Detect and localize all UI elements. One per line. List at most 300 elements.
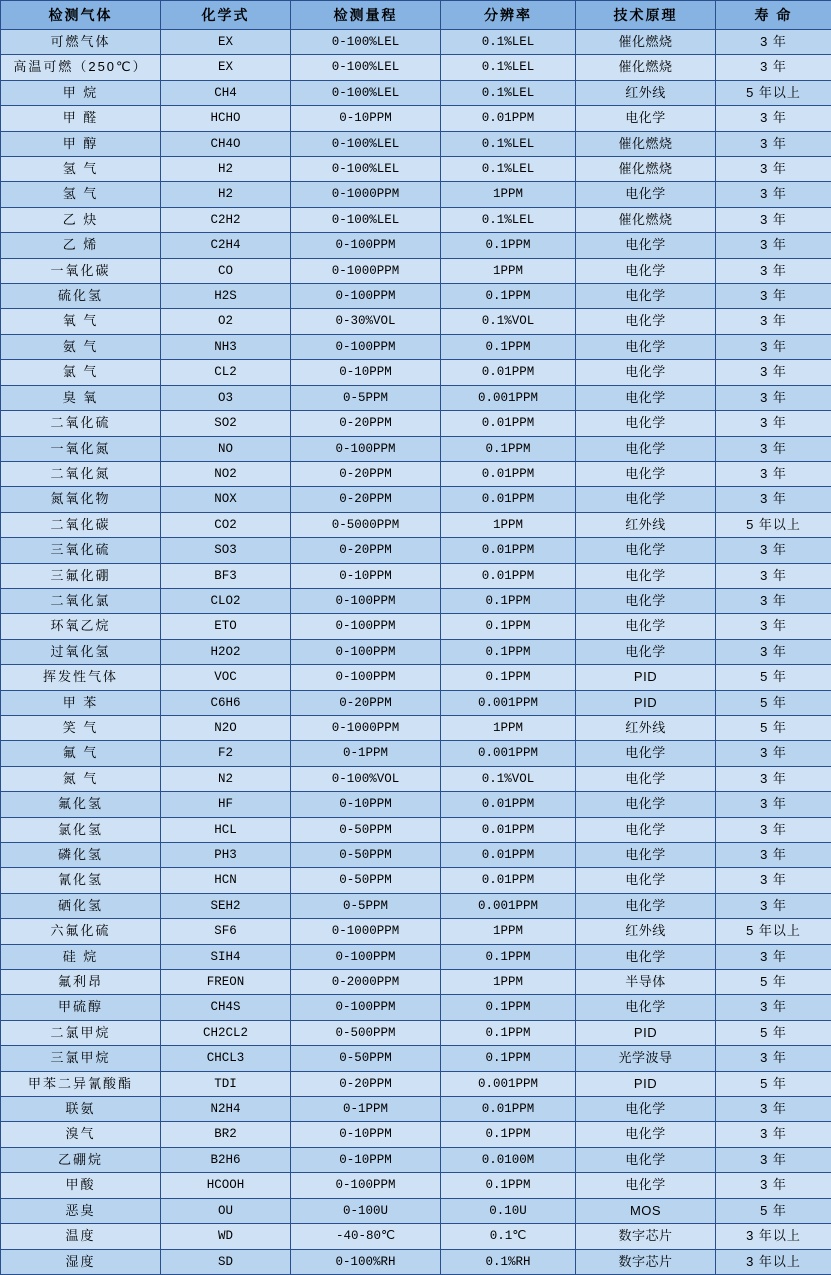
cell-gas-name: 氟 气: [1, 741, 161, 766]
cell-chemical-formula: C2H2: [161, 207, 291, 232]
cell-lifetime: 5 年: [716, 1071, 831, 1096]
table-header-row: [1, 1, 831, 30]
cell-chemical-formula: HCHO: [161, 106, 291, 131]
cell-resolution: 0.1%LEL: [441, 30, 576, 55]
cell-detection-range: 0-100PPM: [291, 284, 441, 309]
cell-resolution: 0.001PPM: [441, 385, 576, 410]
cell-technical-principle: 催化燃烧: [576, 30, 716, 55]
cell-resolution: 1PPM: [441, 970, 576, 995]
cell-gas-name: 二氧化氯: [1, 588, 161, 613]
cell-lifetime: 3 年: [716, 995, 831, 1020]
cell-technical-principle: 数字芯片: [576, 1249, 716, 1274]
table-row: [1, 817, 831, 842]
cell-gas-name: 笑 气: [1, 715, 161, 740]
cell-resolution: 0.001PPM: [441, 690, 576, 715]
table-row: [1, 309, 831, 334]
cell-lifetime: 3 年: [716, 436, 831, 461]
cell-chemical-formula: CHCL3: [161, 1046, 291, 1071]
cell-gas-name: 氮 气: [1, 766, 161, 791]
cell-technical-principle: MOS: [576, 1198, 716, 1223]
cell-detection-range: 0-30%VOL: [291, 309, 441, 334]
cell-technical-principle: 光学波导: [576, 1046, 716, 1071]
cell-resolution: 0.1%LEL: [441, 55, 576, 80]
table-row: [1, 792, 831, 817]
cell-resolution: 0.1℃: [441, 1224, 576, 1249]
cell-chemical-formula: H2S: [161, 284, 291, 309]
cell-detection-range: 0-20PPM: [291, 411, 441, 436]
cell-chemical-formula: B2H6: [161, 1147, 291, 1172]
cell-gas-name: 硒化氢: [1, 893, 161, 918]
cell-gas-name: 三氯甲烷: [1, 1046, 161, 1071]
cell-detection-range: 0-1000PPM: [291, 182, 441, 207]
cell-resolution: 0.1%VOL: [441, 766, 576, 791]
cell-resolution: 0.1PPM: [441, 944, 576, 969]
cell-technical-principle: 电化学: [576, 817, 716, 842]
cell-lifetime: 3 年: [716, 284, 831, 309]
cell-lifetime: 3 年: [716, 1122, 831, 1147]
cell-gas-name: 磷化氢: [1, 843, 161, 868]
cell-chemical-formula: CH4S: [161, 995, 291, 1020]
cell-gas-name: 甲 烷: [1, 80, 161, 105]
cell-detection-range: 0-5PPM: [291, 385, 441, 410]
table-row: [1, 741, 831, 766]
cell-chemical-formula: SO3: [161, 538, 291, 563]
cell-gas-name: 氟利昂: [1, 970, 161, 995]
cell-chemical-formula: HCOOH: [161, 1173, 291, 1198]
cell-gas-name: 甲 醛: [1, 106, 161, 131]
cell-lifetime: 3 年: [716, 131, 831, 156]
cell-resolution: 0.1%RH: [441, 1249, 576, 1274]
cell-lifetime: 3 年: [716, 55, 831, 80]
cell-lifetime: 3 年: [716, 741, 831, 766]
column-header-principle: 技术原理: [576, 1, 716, 30]
table-row: [1, 614, 831, 639]
cell-technical-principle: 电化学: [576, 385, 716, 410]
cell-technical-principle: 电化学: [576, 893, 716, 918]
cell-resolution: 0.1PPM: [441, 1173, 576, 1198]
cell-gas-name: 过氧化氢: [1, 639, 161, 664]
cell-detection-range: 0-100PPM: [291, 639, 441, 664]
cell-resolution: 0.1PPM: [441, 233, 576, 258]
table-body: [1, 30, 831, 1275]
cell-gas-name: 二氧化硫: [1, 411, 161, 436]
cell-lifetime: 3 年: [716, 182, 831, 207]
cell-technical-principle: 红外线: [576, 512, 716, 537]
cell-detection-range: 0-10PPM: [291, 1122, 441, 1147]
cell-detection-range: 0-100PPM: [291, 334, 441, 359]
cell-detection-range: 0-100%LEL: [291, 30, 441, 55]
table-row: [1, 1097, 831, 1122]
cell-gas-name: 可燃气体: [1, 30, 161, 55]
cell-detection-range: 0-5000PPM: [291, 512, 441, 537]
cell-resolution: 0.01PPM: [441, 461, 576, 486]
cell-lifetime: 5 年以上: [716, 512, 831, 537]
cell-detection-range: 0-20PPM: [291, 487, 441, 512]
cell-chemical-formula: CL2: [161, 360, 291, 385]
cell-gas-name: 氨 气: [1, 334, 161, 359]
cell-lifetime: 5 年: [716, 690, 831, 715]
cell-lifetime: 5 年: [716, 715, 831, 740]
cell-chemical-formula: BR2: [161, 1122, 291, 1147]
cell-detection-range: 0-100%LEL: [291, 207, 441, 232]
cell-chemical-formula: EX: [161, 30, 291, 55]
cell-lifetime: 5 年: [716, 1020, 831, 1045]
cell-resolution: 0.1%LEL: [441, 157, 576, 182]
cell-technical-principle: 电化学: [576, 944, 716, 969]
cell-lifetime: 3 年: [716, 1046, 831, 1071]
cell-detection-range: 0-100PPM: [291, 665, 441, 690]
table-row: [1, 1122, 831, 1147]
cell-lifetime: 3 年: [716, 258, 831, 283]
cell-gas-name: 挥发性气体: [1, 665, 161, 690]
cell-resolution: 0.01PPM: [441, 792, 576, 817]
cell-gas-name: 甲 苯: [1, 690, 161, 715]
cell-gas-name: 硅 烷: [1, 944, 161, 969]
cell-technical-principle: 电化学: [576, 461, 716, 486]
cell-chemical-formula: VOC: [161, 665, 291, 690]
cell-gas-name: 乙 炔: [1, 207, 161, 232]
cell-detection-range: 0-20PPM: [291, 1071, 441, 1096]
table-row: [1, 461, 831, 486]
cell-gas-name: 氟化氢: [1, 792, 161, 817]
cell-gas-name: 湿度: [1, 1249, 161, 1274]
cell-technical-principle: 电化学: [576, 411, 716, 436]
column-header-gas: 检测气体: [1, 1, 161, 30]
cell-detection-range: 0-1PPM: [291, 741, 441, 766]
cell-technical-principle: 电化学: [576, 1097, 716, 1122]
cell-detection-range: 0-50PPM: [291, 868, 441, 893]
cell-lifetime: 3 年: [716, 614, 831, 639]
cell-lifetime: 3 年: [716, 538, 831, 563]
table-row: [1, 334, 831, 359]
cell-detection-range: 0-100PPM: [291, 944, 441, 969]
cell-resolution: 0.01PPM: [441, 106, 576, 131]
cell-resolution: 0.1%LEL: [441, 131, 576, 156]
cell-lifetime: 3 年: [716, 792, 831, 817]
cell-lifetime: 3 年: [716, 1173, 831, 1198]
cell-resolution: 0.1PPM: [441, 436, 576, 461]
table-row: [1, 843, 831, 868]
cell-chemical-formula: F2: [161, 741, 291, 766]
cell-resolution: 0.1PPM: [441, 995, 576, 1020]
cell-detection-range: 0-100%LEL: [291, 131, 441, 156]
cell-resolution: 0.1PPM: [441, 639, 576, 664]
cell-gas-name: 甲酸: [1, 1173, 161, 1198]
cell-technical-principle: 电化学: [576, 233, 716, 258]
cell-detection-range: 0-1000PPM: [291, 715, 441, 740]
table-row: [1, 563, 831, 588]
table-row: [1, 385, 831, 410]
cell-lifetime: 5 年以上: [716, 80, 831, 105]
cell-lifetime: 3 年: [716, 588, 831, 613]
cell-technical-principle: 电化学: [576, 360, 716, 385]
cell-technical-principle: 电化学: [576, 588, 716, 613]
table-row: [1, 207, 831, 232]
cell-technical-principle: 电化学: [576, 309, 716, 334]
column-header-formula: 化学式: [161, 1, 291, 30]
cell-lifetime: 3 年: [716, 385, 831, 410]
table-row: [1, 233, 831, 258]
table-row: [1, 588, 831, 613]
table-row: [1, 436, 831, 461]
cell-lifetime: 3 年: [716, 207, 831, 232]
cell-lifetime: 5 年以上: [716, 919, 831, 944]
cell-lifetime: 3 年: [716, 30, 831, 55]
table-row: [1, 411, 831, 436]
cell-gas-name: 氢 气: [1, 182, 161, 207]
cell-lifetime: 3 年: [716, 766, 831, 791]
table-row: [1, 157, 831, 182]
cell-technical-principle: 电化学: [576, 487, 716, 512]
cell-resolution: 0.001PPM: [441, 1071, 576, 1096]
cell-lifetime: 3 年: [716, 1097, 831, 1122]
cell-lifetime: 3 年: [716, 411, 831, 436]
cell-technical-principle: 电化学: [576, 868, 716, 893]
cell-chemical-formula: N2O: [161, 715, 291, 740]
cell-lifetime: 3 年: [716, 106, 831, 131]
cell-technical-principle: 半导体: [576, 970, 716, 995]
cell-detection-range: 0-20PPM: [291, 538, 441, 563]
cell-lifetime: 3 年: [716, 487, 831, 512]
cell-gas-name: 氢 气: [1, 157, 161, 182]
cell-gas-name: 二氯甲烷: [1, 1020, 161, 1045]
table-row: [1, 512, 831, 537]
table-row: [1, 182, 831, 207]
cell-technical-principle: 电化学: [576, 436, 716, 461]
cell-detection-range: 0-2000PPM: [291, 970, 441, 995]
cell-technical-principle: PID: [576, 665, 716, 690]
cell-detection-range: 0-100%LEL: [291, 157, 441, 182]
table-row: [1, 868, 831, 893]
cell-chemical-formula: N2: [161, 766, 291, 791]
cell-gas-name: 甲 醇: [1, 131, 161, 156]
table-row: [1, 1020, 831, 1045]
table-row: [1, 1224, 831, 1249]
table-row: [1, 131, 831, 156]
cell-detection-range: 0-100PPM: [291, 995, 441, 1020]
cell-lifetime: 5 年: [716, 665, 831, 690]
cell-resolution: 0.1PPM: [441, 614, 576, 639]
cell-technical-principle: 电化学: [576, 106, 716, 131]
cell-technical-principle: 电化学: [576, 766, 716, 791]
cell-detection-range: 0-1PPM: [291, 1097, 441, 1122]
cell-detection-range: 0-20PPM: [291, 690, 441, 715]
cell-lifetime: 3 年: [716, 157, 831, 182]
cell-chemical-formula: O3: [161, 385, 291, 410]
column-header-lifetime: 寿 命: [716, 1, 831, 30]
cell-resolution: 0.001PPM: [441, 893, 576, 918]
cell-detection-range: 0-5PPM: [291, 893, 441, 918]
cell-lifetime: 3 年: [716, 868, 831, 893]
cell-lifetime: 3 年以上: [716, 1249, 831, 1274]
cell-chemical-formula: HF: [161, 792, 291, 817]
cell-resolution: 0.01PPM: [441, 1097, 576, 1122]
table-row: [1, 360, 831, 385]
table-row: [1, 1173, 831, 1198]
cell-detection-range: 0-100PPM: [291, 233, 441, 258]
cell-gas-name: 六氟化硫: [1, 919, 161, 944]
cell-technical-principle: 电化学: [576, 843, 716, 868]
cell-gas-name: 氯 气: [1, 360, 161, 385]
cell-lifetime: 3 年以上: [716, 1224, 831, 1249]
cell-gas-name: 一氧化氮: [1, 436, 161, 461]
cell-detection-range: 0-10PPM: [291, 792, 441, 817]
cell-detection-range: 0-100PPM: [291, 436, 441, 461]
cell-resolution: 0.01PPM: [441, 563, 576, 588]
table-row: [1, 995, 831, 1020]
cell-resolution: 0.1%VOL: [441, 309, 576, 334]
cell-chemical-formula: FREON: [161, 970, 291, 995]
cell-chemical-formula: CH4: [161, 80, 291, 105]
cell-detection-range: 0-20PPM: [291, 461, 441, 486]
cell-detection-range: 0-100U: [291, 1198, 441, 1223]
cell-technical-principle: 催化燃烧: [576, 131, 716, 156]
cell-lifetime: 3 年: [716, 563, 831, 588]
table-row: [1, 30, 831, 55]
cell-chemical-formula: NO: [161, 436, 291, 461]
table-row: [1, 715, 831, 740]
cell-technical-principle: 电化学: [576, 182, 716, 207]
cell-gas-name: 恶臭: [1, 1198, 161, 1223]
table-row: [1, 538, 831, 563]
cell-detection-range: 0-100%LEL: [291, 55, 441, 80]
column-header-range: 检测量程: [291, 1, 441, 30]
cell-technical-principle: 电化学: [576, 639, 716, 664]
cell-technical-principle: 电化学: [576, 563, 716, 588]
cell-detection-range: 0-100%RH: [291, 1249, 441, 1274]
cell-lifetime: 3 年: [716, 944, 831, 969]
cell-resolution: 0.10U: [441, 1198, 576, 1223]
table-row: [1, 665, 831, 690]
cell-technical-principle: 电化学: [576, 995, 716, 1020]
cell-detection-range: 0-100PPM: [291, 588, 441, 613]
cell-chemical-formula: ETO: [161, 614, 291, 639]
cell-chemical-formula: TDI: [161, 1071, 291, 1096]
table-row: [1, 284, 831, 309]
cell-lifetime: 3 年: [716, 817, 831, 842]
cell-resolution: 0.01PPM: [441, 843, 576, 868]
table-row: [1, 487, 831, 512]
cell-technical-principle: 催化燃烧: [576, 157, 716, 182]
cell-lifetime: 3 年: [716, 334, 831, 359]
cell-lifetime: 3 年: [716, 893, 831, 918]
cell-chemical-formula: HCN: [161, 868, 291, 893]
cell-chemical-formula: C6H6: [161, 690, 291, 715]
cell-lifetime: 3 年: [716, 360, 831, 385]
cell-gas-name: 环氧乙烷: [1, 614, 161, 639]
table-row: [1, 1249, 831, 1274]
cell-gas-name: 臭 氧: [1, 385, 161, 410]
cell-resolution: 0.1%LEL: [441, 207, 576, 232]
cell-technical-principle: 催化燃烧: [576, 207, 716, 232]
cell-chemical-formula: EX: [161, 55, 291, 80]
cell-chemical-formula: CO: [161, 258, 291, 283]
cell-gas-name: 乙硼烷: [1, 1147, 161, 1172]
cell-chemical-formula: WD: [161, 1224, 291, 1249]
cell-lifetime: 3 年: [716, 1147, 831, 1172]
cell-chemical-formula: CH4O: [161, 131, 291, 156]
cell-gas-name: 氮氧化物: [1, 487, 161, 512]
cell-detection-range: 0-1000PPM: [291, 919, 441, 944]
column-header-resolution: 分辨率: [441, 1, 576, 30]
cell-gas-name: 甲苯二异氰酸酯: [1, 1071, 161, 1096]
cell-chemical-formula: N2H4: [161, 1097, 291, 1122]
cell-technical-principle: 电化学: [576, 792, 716, 817]
cell-chemical-formula: O2: [161, 309, 291, 334]
cell-gas-name: 联氨: [1, 1097, 161, 1122]
cell-detection-range: 0-10PPM: [291, 106, 441, 131]
cell-detection-range: 0-10PPM: [291, 360, 441, 385]
cell-lifetime: 3 年: [716, 233, 831, 258]
cell-chemical-formula: CO2: [161, 512, 291, 537]
cell-chemical-formula: SD: [161, 1249, 291, 1274]
table-row: [1, 970, 831, 995]
cell-resolution: 1PPM: [441, 715, 576, 740]
cell-lifetime: 3 年: [716, 843, 831, 868]
cell-detection-range: 0-50PPM: [291, 817, 441, 842]
cell-technical-principle: PID: [576, 1071, 716, 1096]
cell-gas-name: 乙 烯: [1, 233, 161, 258]
cell-resolution: 0.0100M: [441, 1147, 576, 1172]
cell-detection-range: 0-50PPM: [291, 1046, 441, 1071]
cell-detection-range: 0-100PPM: [291, 1173, 441, 1198]
cell-resolution: 0.1PPM: [441, 1122, 576, 1147]
cell-chemical-formula: HCL: [161, 817, 291, 842]
cell-lifetime: 3 年: [716, 461, 831, 486]
cell-chemical-formula: OU: [161, 1198, 291, 1223]
table-row: [1, 258, 831, 283]
cell-detection-range: -40-80℃: [291, 1224, 441, 1249]
cell-gas-name: 温度: [1, 1224, 161, 1249]
cell-lifetime: 3 年: [716, 639, 831, 664]
cell-resolution: 1PPM: [441, 512, 576, 537]
cell-gas-name: 高温可燃（250℃）: [1, 55, 161, 80]
cell-chemical-formula: CLO2: [161, 588, 291, 613]
cell-technical-principle: 电化学: [576, 1173, 716, 1198]
table-row: [1, 766, 831, 791]
cell-resolution: 0.01PPM: [441, 360, 576, 385]
cell-resolution: 0.01PPM: [441, 411, 576, 436]
cell-chemical-formula: PH3: [161, 843, 291, 868]
cell-resolution: 0.01PPM: [441, 817, 576, 842]
cell-technical-principle: PID: [576, 1020, 716, 1045]
cell-technical-principle: 红外线: [576, 80, 716, 105]
cell-resolution: 1PPM: [441, 919, 576, 944]
cell-detection-range: 0-1000PPM: [291, 258, 441, 283]
cell-technical-principle: 红外线: [576, 715, 716, 740]
cell-gas-name: 甲硫醇: [1, 995, 161, 1020]
table-row: [1, 639, 831, 664]
cell-resolution: 0.01PPM: [441, 538, 576, 563]
cell-resolution: 0.1PPM: [441, 1020, 576, 1045]
table-row: [1, 690, 831, 715]
cell-resolution: 0.1PPM: [441, 284, 576, 309]
cell-resolution: 1PPM: [441, 258, 576, 283]
cell-gas-name: 氯化氢: [1, 817, 161, 842]
cell-gas-name: 一氧化碳: [1, 258, 161, 283]
cell-technical-principle: 催化燃烧: [576, 55, 716, 80]
cell-resolution: 1PPM: [441, 182, 576, 207]
cell-gas-name: 溴气: [1, 1122, 161, 1147]
cell-chemical-formula: SO2: [161, 411, 291, 436]
cell-chemical-formula: H2: [161, 182, 291, 207]
cell-technical-principle: 电化学: [576, 538, 716, 563]
cell-technical-principle: 电化学: [576, 334, 716, 359]
cell-detection-range: 0-500PPM: [291, 1020, 441, 1045]
cell-chemical-formula: SEH2: [161, 893, 291, 918]
cell-resolution: 0.1PPM: [441, 588, 576, 613]
cell-resolution: 0.1PPM: [441, 334, 576, 359]
